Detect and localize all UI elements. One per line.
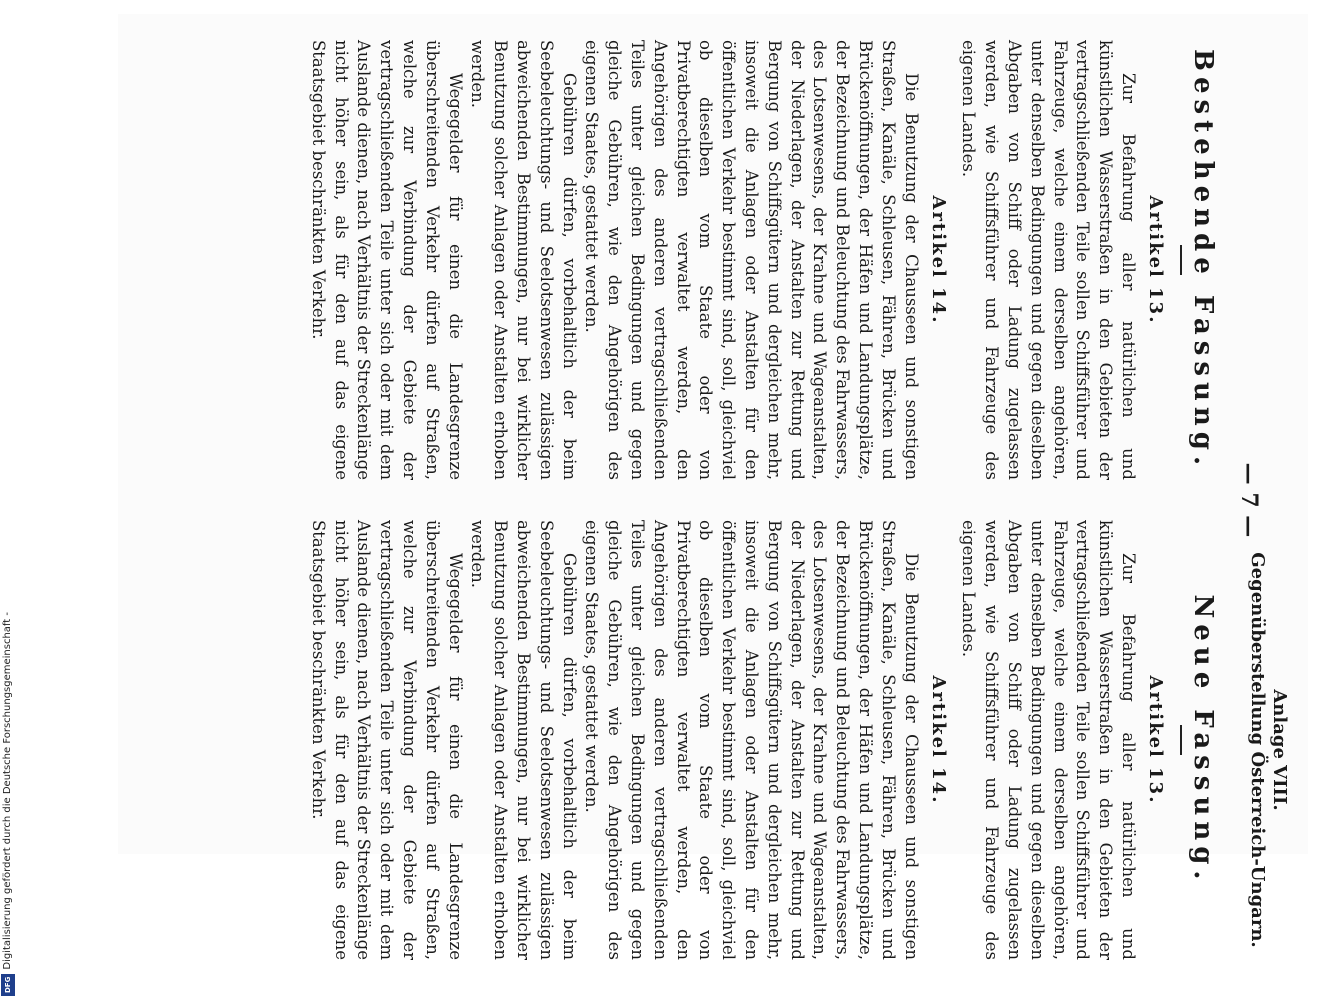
article-title: Artikel 14. — [927, 195, 949, 325]
page-number: — 7 — — [1236, 462, 1262, 538]
article-title: Artikel 13. — [1145, 675, 1166, 805]
column-heading: Neue Fassung. — [1188, 594, 1218, 886]
digitization-credit-bar — [0, 0, 16, 1000]
annex-header — [1246, 520, 1290, 980]
heading-rule — [1180, 245, 1182, 275]
article-paragraph: Gebühren dürfen, vorbehaltlich der beim Seebeleuchtungs- und Seelotsenwesen zulässigen abweichenden Bestimmungen, nur bei wirklicher Benutzung solcher Anlagen oder Anstalten erhoben werden. — [468, 520, 579, 960]
heading-rule — [1180, 725, 1182, 755]
column-new-version — [306, 520, 1218, 960]
article-paragraph: Gebühren dürfen, vorbehaltlich der beim Seebeleuchtungs- und Seelotsenwesen zulässigen abweichenden Bestimmungen, nur bei wirklicher Benutzung solcher Anlagen oder Anstalten erhoben werden. — [468, 40, 579, 480]
article-title: Artikel 14. — [927, 675, 949, 805]
article-paragraph: Die Benutzung der Chausseen und sonstigen Straßen, Kanäle, Schleusen, Fähren, Brücken und Brückenöffnungen, der Häfen und Landungsplätze, der Bezeichnung und Beleuchtung des Fahrwassers, des Lotsenwesens, der Krahne und Wageanstalten, der Niederlagen, der Anstalten zur Rettung und Bergung von Schiffsgütern und dergleichen mehr, insoweit die Anlagen oder Anstalten für den öffentlichen Verkehr bestimmt sind, soll, gleichviel ob dieselben vom Staate oder von Privatberechtigten verwaltet werden, den Angehörigen des anderen vertragschließenden Teiles unter gleichen Bedingungen und gegen gleiche Gebühren, wie den Angehörigen des eigenen Staates, gestattet werden. — [582, 40, 921, 480]
column-heading: Bestehende Fassung. — [1188, 48, 1218, 472]
digitization-credit: Digitalisierung gefördert durch die Deutsche Forschungsgemeinschaft - — [2, 612, 13, 970]
article-paragraph: Zur Befahrung aller natürlichen und künstlichen Wasserstraßen in den Gebieten der vertragschließenden Teile sollen Schiffsführer und Fahrzeuge, welche einem derselben angehören, unter denselben Bedingungen und gegen dieselben Abgaben von Schiff oder Ladung zugelassen werden, wie Schiffsführer und Fahrzeuge des eigenen Landes. — [959, 520, 1138, 960]
rotated-document-page — [208, 0, 1308, 1000]
article-paragraph: Wegegelder für einen die Landesgrenze überschreitenden Verkehr dürfen auf Straßen, welche zur Verbindung der Gebiete der vertragschließenden Teile unter sich oder mit dem Auslande dienen, nach Verhältnis der Streckenlänge nicht höher sein, als für den auf das eigene Staatsgebiet beschränkten Verkehr. — [308, 520, 465, 960]
dfg-logo: DFG — [1, 974, 15, 996]
column-existing-version — [306, 40, 1218, 480]
article-paragraph: Die Benutzung der Chausseen und sonstigen Straßen, Kanäle, Schleusen, Fähren, Brücken und Brückenöffnungen, der Häfen und Landungsplätze, der Bezeichnung und Beleuchtung des Fahrwassers, des Lotsenwesens, der Krahne und Wageanstalten, der Niederlagen, der Anstalten zur Rettung und Bergung von Schiffsgütern und dergleichen mehr, insoweit die Anlagen oder Anstalten für den öffentlichen Verkehr bestimmt sind, soll, gleichviel ob dieselben vom Staate oder von Privatberechtigten verwaltet werden, den Angehörigen des anderen vertragschließenden Teiles unter gleichen Bedingungen und gegen gleiche Gebühren, wie den Angehörigen des eigenen Staates, gestattet werden. — [582, 520, 921, 960]
article-paragraph: Wegegelder für einen die Landesgrenze überschreitenden Verkehr dürfen auf Straßen, welche zur Verbindung der Gebiete der vertragschließenden Teile unter sich oder mit dem Auslande dienen, nach Verhältnis der Streckenlänge nicht höher sein, als für den auf das eigene Staatsgebiet beschränkten Verkehr. — [308, 40, 465, 480]
article-title: Artikel 13. — [1145, 195, 1166, 325]
annex-title: Anlage VIII. — [1269, 689, 1290, 811]
article-paragraph: Zur Befahrung aller natürlichen und künstlichen Wasserstraßen in den Gebieten der vertragschließenden Teile sollen Schiffsführer und Fahrzeuge, welche einem derselben angehören, unter denselben Bedingungen und gegen dieselben Abgaben von Schiff oder Ladung zugelassen werden, wie Schiffsführer und Fahrzeuge des eigenen Landes. — [959, 40, 1138, 480]
annex-subtitle: Gegenüberstellung Österreich-Ungarn. — [1247, 552, 1268, 948]
